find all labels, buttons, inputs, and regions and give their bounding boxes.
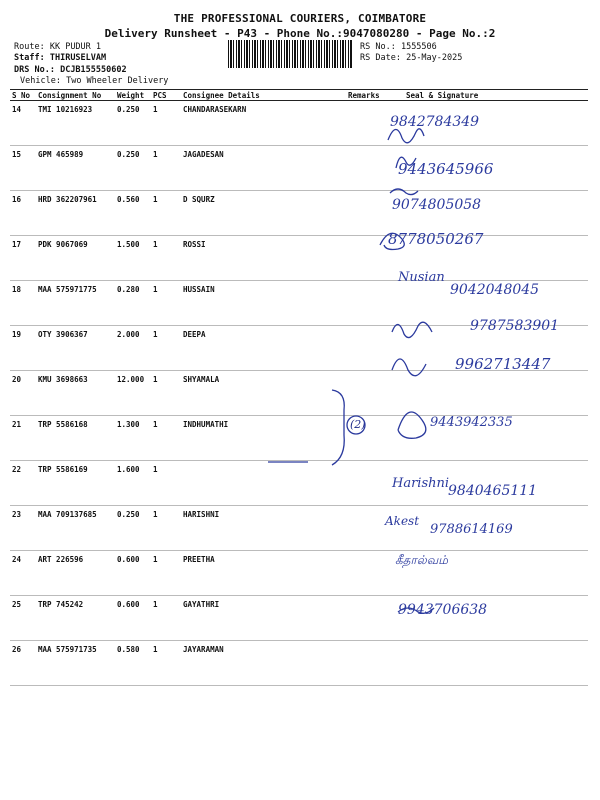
consignment-cell: HRD 362207961 — [36, 191, 115, 236]
col-header: Weight — [115, 90, 151, 101]
handwritten-phone: 8778050267 — [388, 230, 484, 248]
col-header: PCS — [151, 90, 181, 101]
sno-cell: 14 — [10, 101, 36, 146]
col-header: Consignee Details — [181, 90, 346, 101]
handwritten-phone: 9943706638 — [398, 602, 488, 618]
drs-label: DRS No.: — [14, 65, 55, 75]
weight-cell: 0.250 — [115, 506, 151, 551]
col-header: Remarks — [346, 90, 404, 101]
scribble — [392, 322, 432, 337]
pcs-cell: 1 — [151, 101, 181, 146]
runsheet-subtitle: Delivery Runsheet - P43 - Phone No.:9047080280 - Page No.:2 — [104, 27, 496, 40]
sno-cell: 17 — [10, 236, 36, 281]
pcs-cell: 1 — [151, 461, 181, 506]
scribble — [390, 189, 418, 195]
weight-cell: 0.280 — [115, 281, 151, 326]
sno-cell: 24 — [10, 551, 36, 596]
handwritten-name: கீதால்வம் — [395, 553, 448, 567]
consignee-cell: INDHUMATHI — [181, 416, 346, 461]
sno-cell: 25 — [10, 596, 36, 641]
sno-cell: 20 — [10, 371, 36, 416]
handwritten-phone: 9840465111 — [448, 483, 538, 499]
handwritten-name: Akest — [385, 514, 420, 528]
route-label: Route: — [14, 42, 45, 52]
sno-cell: 18 — [10, 281, 36, 326]
scribble — [380, 233, 404, 249]
consignee-cell: CHANDARASEKARN — [181, 101, 346, 146]
consignment-cell: MAA 709137685 — [36, 506, 115, 551]
pcs-cell: 1 — [151, 551, 181, 596]
staff-value: THIRUSELVAM — [49, 53, 107, 63]
pcs-cell: 1 — [151, 506, 181, 551]
scribble — [392, 359, 426, 376]
consignment-cell: GPM 465989 — [36, 146, 115, 191]
consignment-cell: TMI 10216923 — [36, 101, 115, 146]
weight-cell: 1.300 — [115, 416, 151, 461]
pcs-cell: 1 — [151, 596, 181, 641]
vehicle-value: Two Wheeler Delivery — [66, 76, 169, 86]
rs-no-value: 1555506 — [400, 42, 437, 52]
handwritten-note: (2) — [350, 418, 366, 431]
pcs-cell: 1 — [151, 146, 181, 191]
sno-cell: 19 — [10, 326, 36, 371]
handwritten-phone: 9788614169 — [430, 522, 513, 537]
handwritten-phone: 9443942335 — [430, 415, 513, 430]
sno-cell: 26 — [10, 641, 36, 686]
weight-cell: 0.600 — [115, 551, 151, 596]
consignment-cell: TRP 5586169 — [36, 461, 115, 506]
col-header: S No — [10, 90, 36, 101]
pcs-cell: 1 — [151, 326, 181, 371]
drs-value: DCJB155550602 — [60, 65, 127, 75]
sno-cell: 15 — [10, 146, 36, 191]
col-header: Consignment No — [36, 90, 115, 101]
rs-date-value: 25-May-2025 — [406, 53, 463, 63]
consignee-cell: D SQURZ — [181, 191, 346, 236]
handwritten-name: Nusian — [398, 270, 445, 285]
sno-cell: 22 — [10, 461, 36, 506]
weight-cell: 1.600 — [115, 461, 151, 506]
rs-date-label: RS Date: — [360, 53, 401, 63]
weight-cell: 0.580 — [115, 641, 151, 686]
consignee-cell: SHYAMALA — [181, 371, 346, 416]
rs-no-label: RS No.: — [360, 42, 396, 52]
consignee-cell: PREETHA — [181, 551, 346, 596]
scribble — [398, 608, 434, 613]
consignment-cell: KMU 3698663 — [36, 371, 115, 416]
consignment-cell: TRP 745242 — [36, 596, 115, 641]
company-title: THE PROFESSIONAL COURIERS, COIMBATORE — [173, 12, 427, 25]
consignee-cell: DEEPA — [181, 326, 346, 371]
bracket — [332, 390, 344, 465]
weight-cell: 0.250 — [115, 146, 151, 191]
consignment-cell: ART 226596 — [36, 551, 115, 596]
weight-cell: 1.500 — [115, 236, 151, 281]
sno-cell: 16 — [10, 191, 36, 236]
col-header: Seal & Signature — [404, 90, 588, 101]
consignment-cell: TRP 5586168 — [36, 416, 115, 461]
weight-cell: 0.250 — [115, 101, 151, 146]
consignment-cell: MAA 575971735 — [36, 641, 115, 686]
handwritten-phone: 9787583901 — [470, 318, 560, 334]
weight-cell: 12.000 — [115, 371, 151, 416]
circle-mark — [347, 416, 365, 434]
pcs-cell: 1 — [151, 191, 181, 236]
weight-cell: 2.000 — [115, 326, 151, 371]
handwritten-phone: 9042048045 — [450, 282, 540, 298]
weight-cell: 0.560 — [115, 191, 151, 236]
pcs-cell: 1 — [151, 371, 181, 416]
consignee-cell: HARISHNI — [181, 506, 346, 551]
sno-cell: 23 — [10, 506, 36, 551]
handwritten-phone: 9962713447 — [455, 355, 551, 373]
handwritten-phone: 9074805058 — [392, 197, 482, 213]
consignee-cell: HUSSAIN — [181, 281, 346, 326]
pcs-cell: 1 — [151, 281, 181, 326]
pcs-cell: 1 — [151, 416, 181, 461]
consignee-cell: GAYATHRI — [181, 596, 346, 641]
vehicle-label: Vehicle: — [20, 76, 61, 86]
scribble — [396, 157, 416, 168]
consignee-cell: JAGADESAN — [181, 146, 346, 191]
sno-cell: 21 — [10, 416, 36, 461]
consignment-cell: MAA 575971775 — [36, 281, 115, 326]
pcs-cell: 1 — [151, 641, 181, 686]
handwritten-phone: 9842784349 — [390, 114, 480, 130]
route-value: KK PUDUR 1 — [49, 42, 102, 52]
handwritten-phone: 9443645966 — [398, 160, 494, 178]
staff-label: Staff: — [14, 53, 45, 63]
handwritten-name: Harishni — [392, 476, 450, 491]
consignee-cell: ROSSI — [181, 236, 346, 281]
pcs-cell: 1 — [151, 236, 181, 281]
consignment-cell: OTY 3906367 — [36, 326, 115, 371]
consignee-cell: JAYARAMAN — [181, 641, 346, 686]
consignment-cell: PDK 9067069 — [36, 236, 115, 281]
scribble — [388, 129, 424, 143]
scribble — [398, 412, 426, 438]
weight-cell: 0.600 — [115, 596, 151, 641]
